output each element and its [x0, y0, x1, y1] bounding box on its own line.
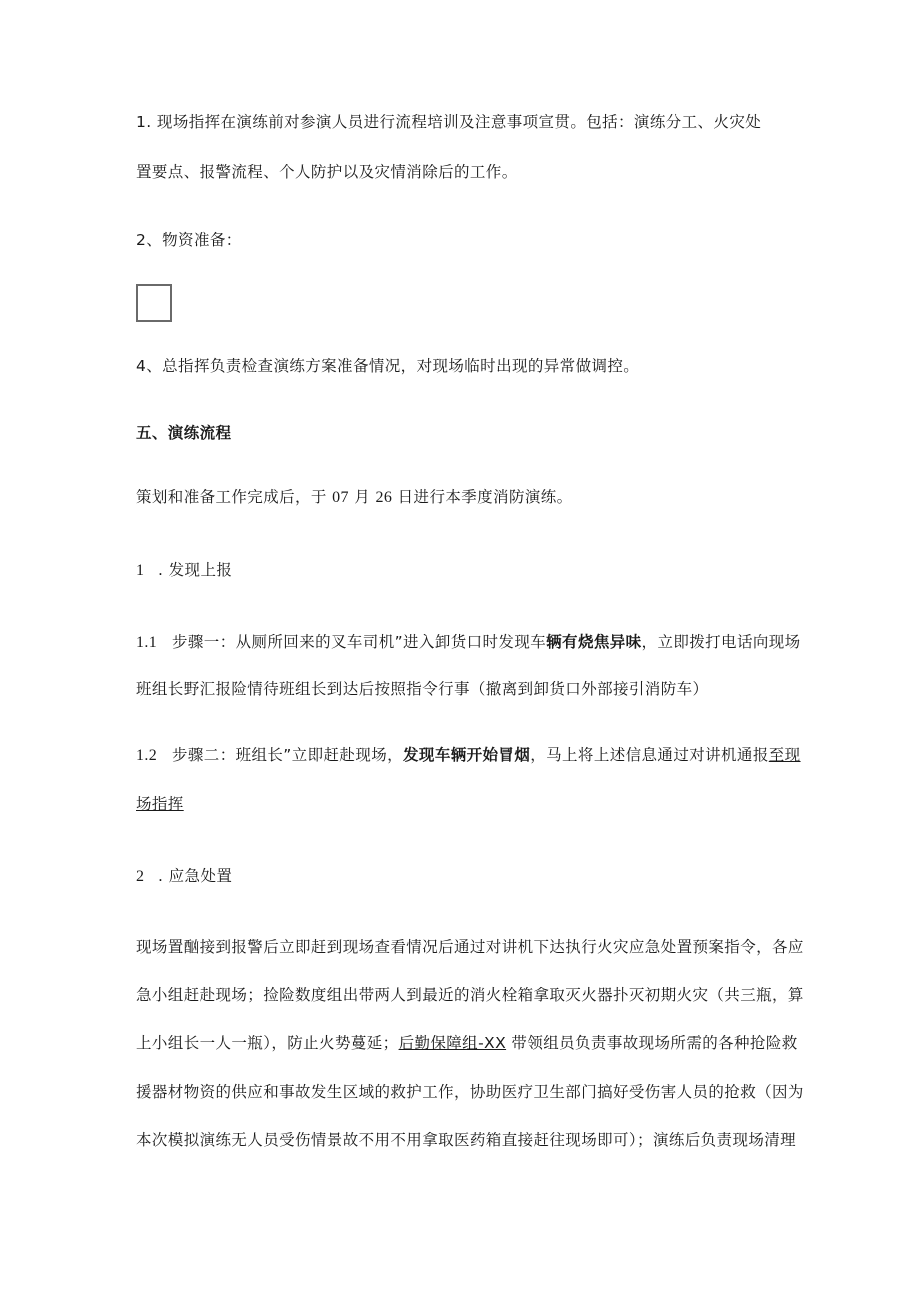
item-4-commander: 4、总指挥负责检查演练方案准备情况，对现场临时出现的异常做调控。	[136, 357, 640, 375]
heading-2-text: . 应急处置	[158, 867, 233, 885]
heading-1-number: 1	[136, 562, 145, 579]
step-1-2-line-1	[136, 745, 801, 766]
step-1-1-line-1	[136, 632, 801, 653]
para-line-3-underlined: 后勤保障组-XX	[398, 1034, 507, 1052]
para-line-3-b: 带领组员负责事故现场所需的各种抢险救	[506, 1034, 798, 1052]
paragraph-1-line-2: 置要点、报警流程、个人防护以及灾情消除后的工作。	[136, 163, 518, 181]
para-line-1: 现场置酗接到报警后立即赶到现场查看情况后通过对讲机下达执行火灾应急处置预案指令，各应	[136, 938, 804, 956]
heading-2-emergency	[136, 866, 232, 887]
intro-text-c: 日进行本季度消防演练。	[392, 488, 573, 506]
step-1-1-text-b: ，立即拨打电话向现场	[641, 633, 801, 651]
para-line-5: 本次模拟演练无人员受伤情景故不用不用拿取医药箱直接赶往现场即可）；演练后负责现场清理	[136, 1131, 797, 1149]
para-line-2: 急小组赶赴现场；捡险数度组出带两人到最近的消火栓箱拿取灭火器扑灭初期火灾（共三瓶，算	[136, 986, 804, 1004]
section-heading-5: 五、演练流程	[136, 424, 232, 442]
step-1-2-underlined: 至现	[768, 746, 801, 764]
intro-month: 07	[332, 489, 349, 506]
step-1-1-line-2: 班组长野汇报险情待班组长到达后按照指令行事（撤离到卸货口外部接引消防车）	[136, 680, 709, 698]
heading-1-discovery	[136, 560, 232, 581]
item-2-materials: 2、物资准备：	[136, 231, 242, 249]
heading-1-text: . 发现上报	[158, 561, 233, 579]
intro-text-a: 策划和准备工作完成后，于	[136, 488, 333, 506]
step-1-1-text-a: 步骤一：从厕所回来的叉车司机”进入卸货口时发现车	[172, 633, 547, 651]
checkbox[interactable]	[136, 284, 172, 322]
step-1-2-bold: 发现车辆开始冒烟	[403, 746, 531, 764]
step-1-1-number: 1.1	[136, 634, 158, 651]
intro-paragraph	[136, 487, 573, 508]
step-1-2-line-2: 场指挥	[136, 795, 184, 813]
para-line-3-a: 上小组长一人一瓶），防止火势蔓延；	[136, 1034, 399, 1052]
para-line-3	[136, 1033, 798, 1053]
step-1-1-bold: 辆有烧焦异味	[546, 633, 642, 651]
step-1-2-text-b: ，马上将上述信息通过对讲机通报	[530, 746, 769, 764]
intro-text-b: 月	[348, 488, 376, 506]
intro-day: 26	[375, 489, 393, 506]
step-1-2-text-a: 步骤二：班组长”立即赶赴现场，	[172, 746, 404, 764]
step-1-2-number: 1.2	[136, 747, 158, 764]
paragraph-1-line-1: 1. 现场指挥在演练前对参演人员进行流程培训及注意事项宣贯。包括：演练分工、火灾处	[136, 113, 762, 131]
heading-2-number: 2	[136, 868, 145, 885]
para-line-4: 援器材物资的供应和事故发生区域的救护工作，协助医疗卫生部门搞好受伤害人员的抢救（因为	[136, 1083, 804, 1101]
